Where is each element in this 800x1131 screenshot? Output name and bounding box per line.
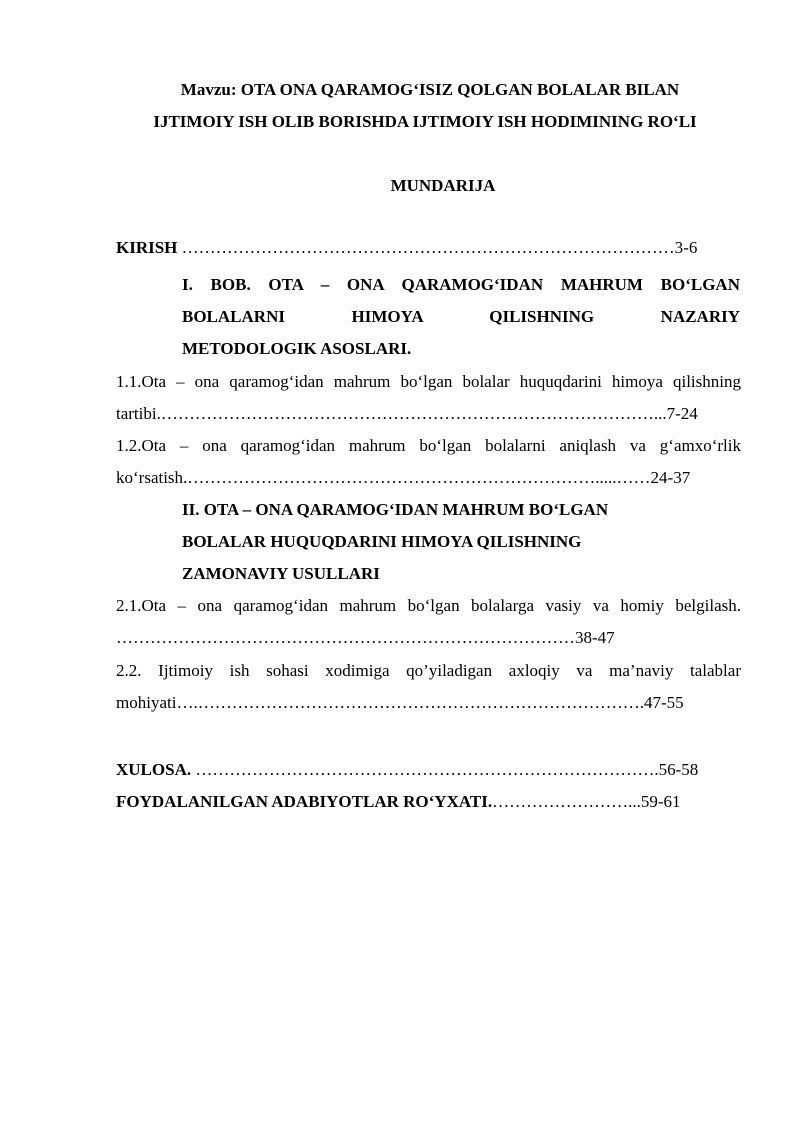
chapter-2-line-1: II. OTA – ONA QARAMOG‘IDAN MAHRUM BO‘LGAN — [182, 500, 609, 519]
toc-entry-conclusion[interactable] — [116, 760, 698, 780]
section-2-1-line-2: ………………………………………………………………………38-47 — [116, 628, 615, 647]
section-2-2-line-1: 2.2. Ijtimoiy ish sohasi xodimiga qo’yiladigan axloqiy va ma’naviy talablar — [116, 661, 741, 680]
toc-chapter-1[interactable] — [182, 269, 740, 365]
chapter-2-line-3: ZAMONAVIY USULLARI — [182, 564, 380, 583]
section-2-2-line-2: mohiyati….…………………………………………………………………….47-55 — [116, 693, 684, 712]
toc-entry-label: XULOSA. — [116, 760, 192, 779]
toc-title: MUNDARIJA — [390, 176, 496, 195]
toc-entry-2-2[interactable] — [116, 655, 741, 719]
section-1-2-line-1: 1.2.Ota – ona qaramog‘idan mahrum bo‘lgan bolalarni aniqlash va g‘amxo‘rlik — [116, 436, 741, 455]
section-2-1-line-1: 2.1.Ota – ona qaramog‘idan mahrum bo‘lgan bolalarga vasiy va homiy belgilash. — [116, 596, 741, 615]
toc-page-range: .56-58 — [654, 760, 699, 779]
toc-page-range: 59-61 — [640, 792, 681, 811]
toc-page-range: 3-6 — [674, 238, 698, 257]
section-1-1-line-2: tartibi.……………………………………………………………………………...7-24 — [116, 404, 698, 423]
toc-leader-dots: ……………………………………………………………………… — [191, 760, 655, 779]
section-1-1-line-1: 1.1.Ota – ona qaramog‘idan mahrum bo‘lgan bolalar huquqdarini himoya qilishning — [116, 372, 741, 391]
toc-leader-dots: …………………………………………………………………………… — [177, 238, 675, 257]
topic-line-2: IJTIMOIY ISH OLIB BORISHDA IJTIMOIY ISH HODIMINING RO‘LI — [153, 112, 697, 131]
toc-entry-references[interactable] — [116, 792, 681, 812]
section-1-2-line-2: ko‘rsatish.……………………………………………………………….....……24-37 — [116, 468, 691, 487]
topic-line-1: Mavzu: OTA ONA QARAMOG‘ISIZ QOLGAN BOLALAR BILAN — [180, 80, 680, 99]
toc-entry-label: KIRISH — [116, 238, 178, 257]
toc-chapter-2[interactable] — [182, 494, 702, 590]
chapter-1-line-3: METODOLOGIK ASOSLARI. — [182, 339, 412, 358]
toc-leader-dots: ……………………... — [492, 792, 641, 811]
chapter-1-line-2: BOLALARNI HIMOYA QILISHNING NAZARIY — [182, 307, 740, 326]
toc-entry-2-1[interactable] — [116, 590, 741, 654]
toc-entry-label: FOYDALANILGAN ADABIYOTLAR RO‘YXATI. — [116, 792, 493, 811]
toc-entry-intro[interactable] — [116, 238, 697, 258]
chapter-1-line-1: I. BOB. OTA – ONA QARAMOG‘IDAN MAHRUM BO‘LGAN — [182, 275, 740, 294]
chapter-2-line-2: BOLALAR HUQUQDARINI HIMOYA QILISHNING — [182, 532, 582, 551]
toc-entry-1-1[interactable] — [116, 366, 741, 430]
toc-entry-1-2[interactable] — [116, 430, 741, 494]
